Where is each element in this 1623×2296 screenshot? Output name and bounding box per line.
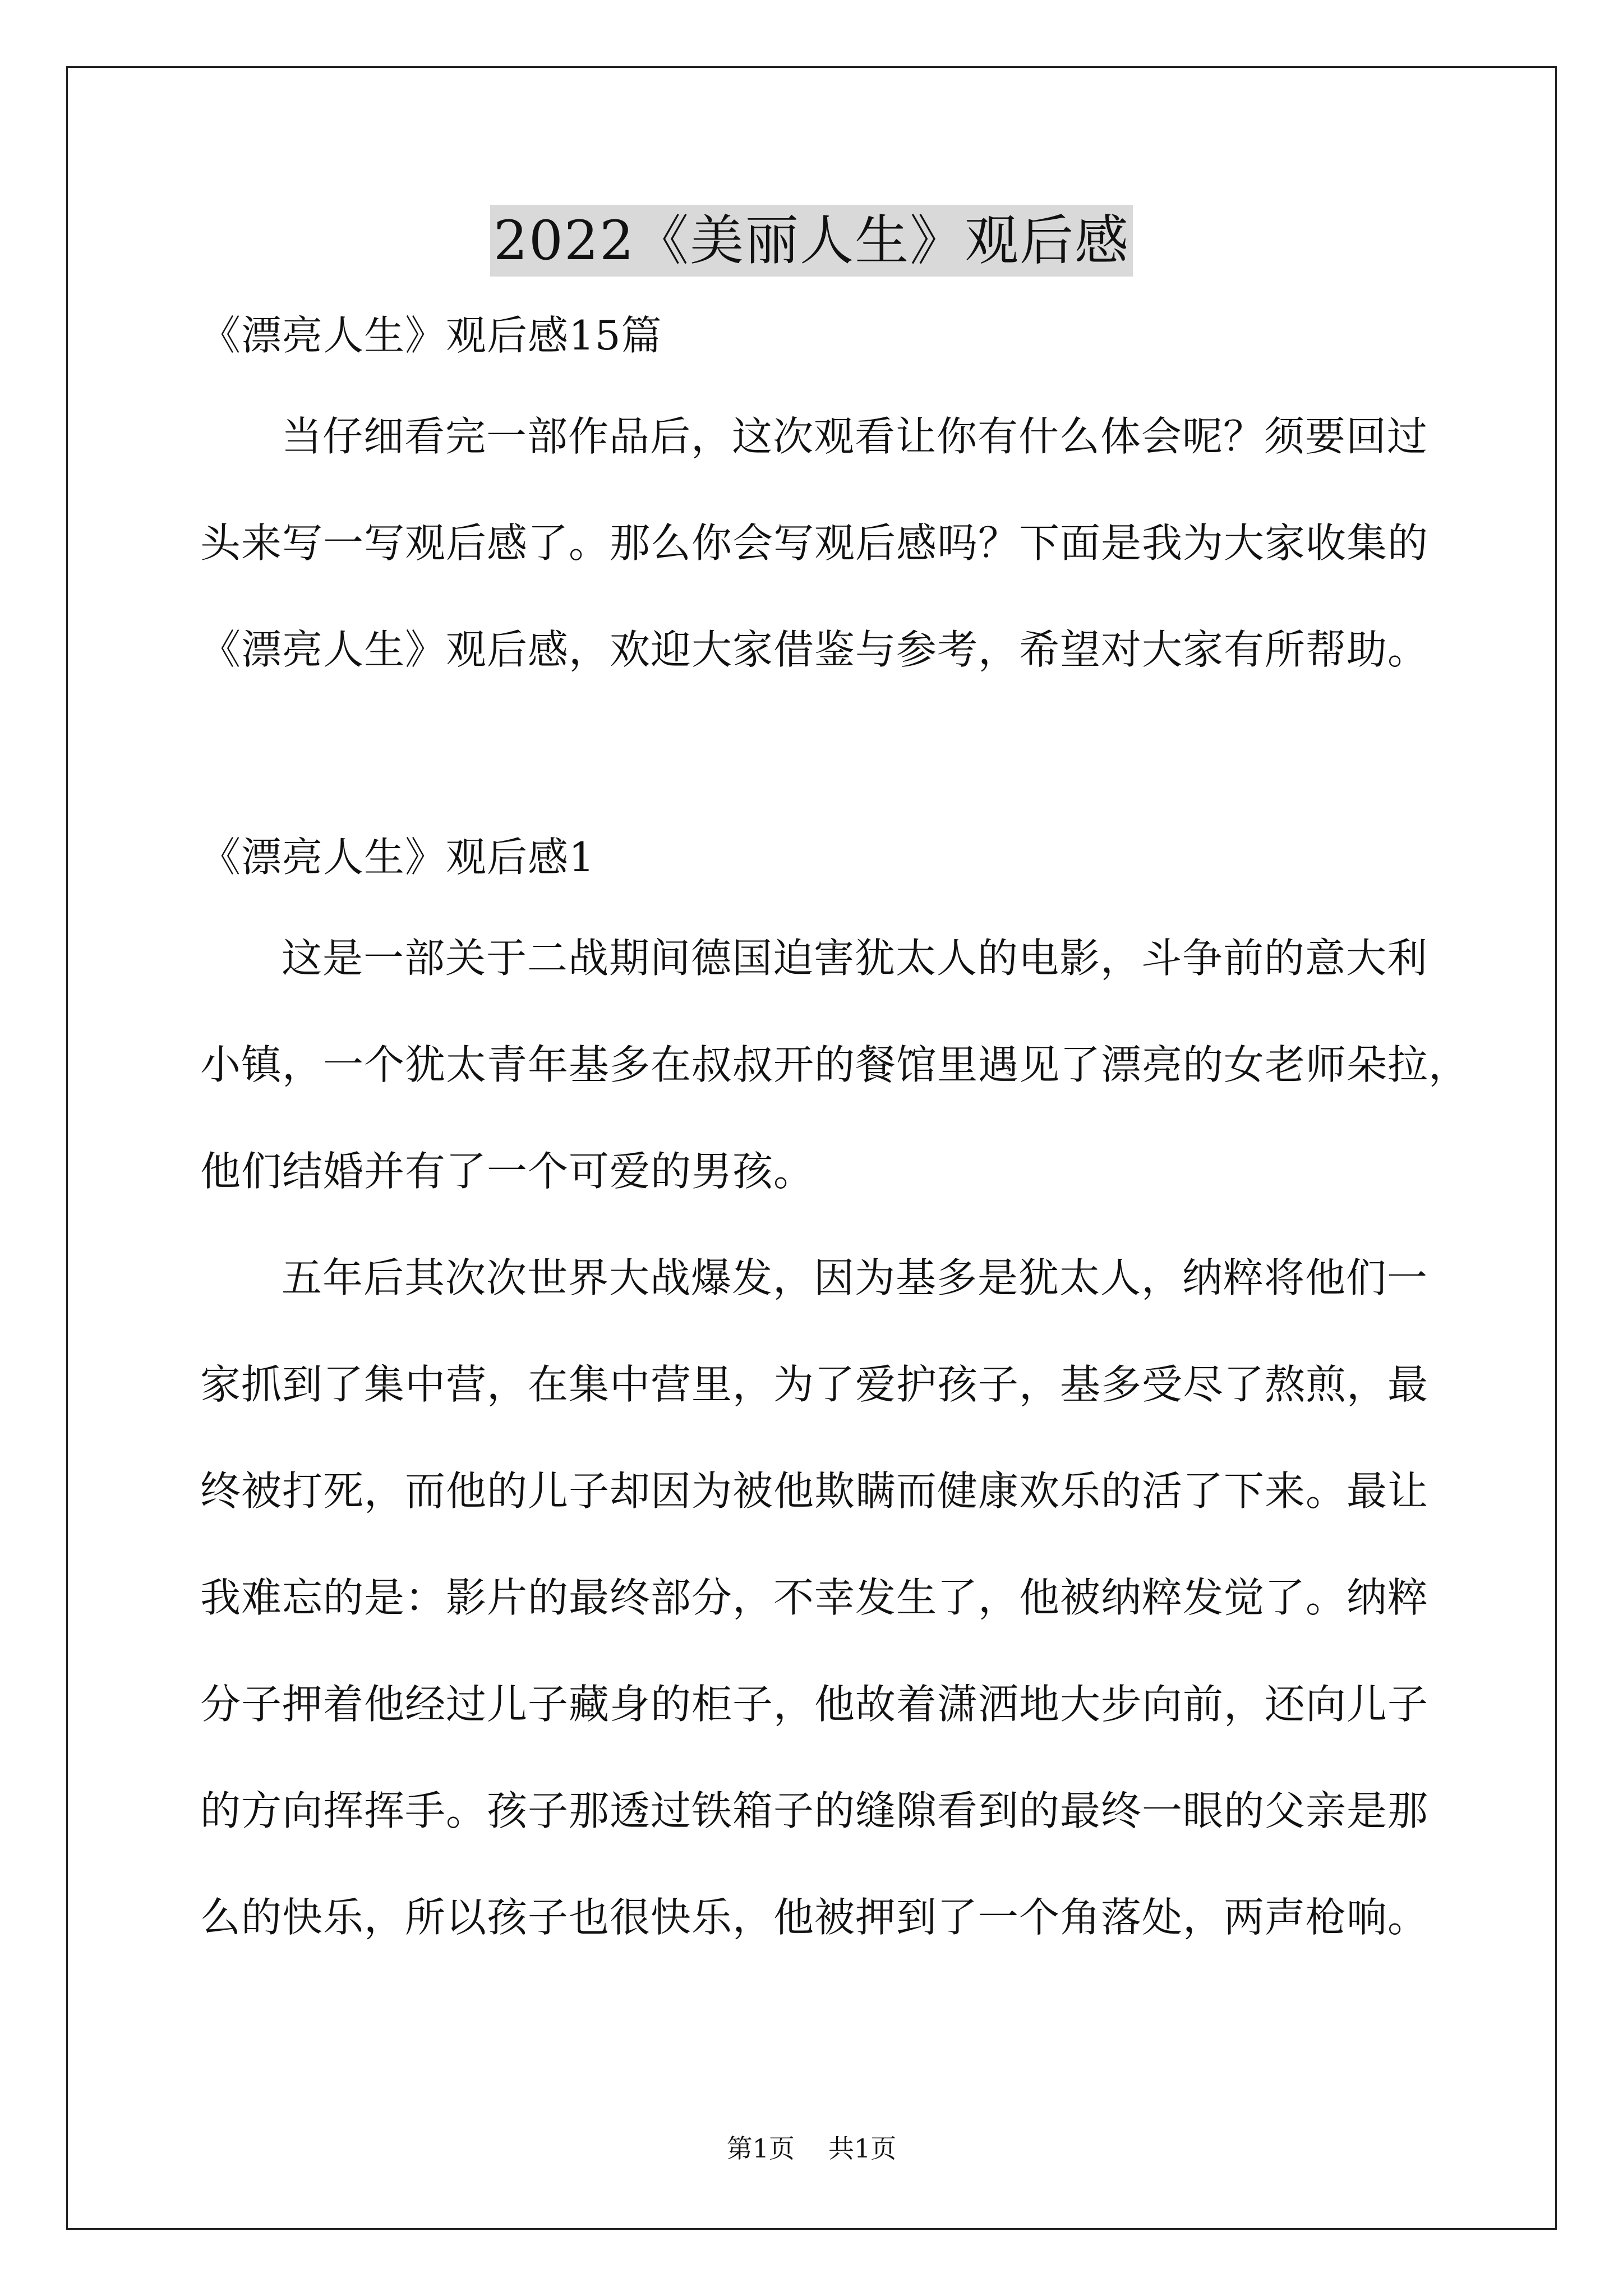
paragraph-line: 小镇，一个犹太青年基多在叔叔开的餐馆里遇见了漂亮的女老师朵拉， [200,1041,1470,1088]
document-title: 2022《美丽人生》观后感 [490,205,1133,277]
paragraph-line: 五年后其次次世界大战爆发，因为基多是犹太人，纳粹将他们一 [282,1254,1428,1301]
paragraph-line: 家抓到了集中营，在集中营里，为了爱护孩子，基多受尽了熬煎，最 [200,1361,1429,1408]
document-body [200,307,1470,1996]
paragraph-line: 当仔细看完一部作品后，这次观看让你有什么体会呢？须要回过 [282,413,1428,460]
intro-paragraph [200,408,1434,678]
paragraph-line: 《漂亮人生》观后感，欢迎大家借鉴与参考，希望对大家有所帮助。 [200,626,1429,673]
paragraph-2 [200,1250,1434,1945]
subtitle: 《漂亮人生》观后感15篇 [200,312,662,359]
paragraph-line: 么的快乐，所以孩子也很快乐，他被押到了一个角落处，两声枪响。 [200,1894,1429,1941]
title-container [0,205,1623,277]
paragraph-line: 他们结婚并有了一个可爱的男孩。 [200,1148,815,1195]
paragraph-line: 我难忘的是：影片的最终部分，不幸发生了，他被纳粹发觉了。纳粹 [200,1574,1429,1621]
paragraph-line: 的方向挥挥手。孩子那透过铁箱子的缝隙看到的最终一眼的父亲是那 [200,1787,1429,1834]
paragraph-line: 头来写一写观后感了。那么你会写观后感吗？下面是我为大家收集的 [200,519,1429,567]
section-heading: 《漂亮人生》观后感1 [200,834,595,881]
paragraph-line: 分子押着他经过儿子藏身的柜子，他故着潇洒地大步向前，还向儿子 [200,1681,1429,1728]
page-footer [0,2132,1623,2165]
page-total: 共1页 [828,2133,897,2164]
page-number: 第1页 [726,2133,795,2164]
paragraph-line: 终被打死，而他的儿子却因为被他欺瞒而健康欢乐的活了下来。最让 [200,1467,1429,1515]
paragraph-line: 这是一部关于二战期间德国迫害犹太人的电影，斗争前的意大利 [282,935,1428,982]
paragraph-1 [200,930,1470,1199]
